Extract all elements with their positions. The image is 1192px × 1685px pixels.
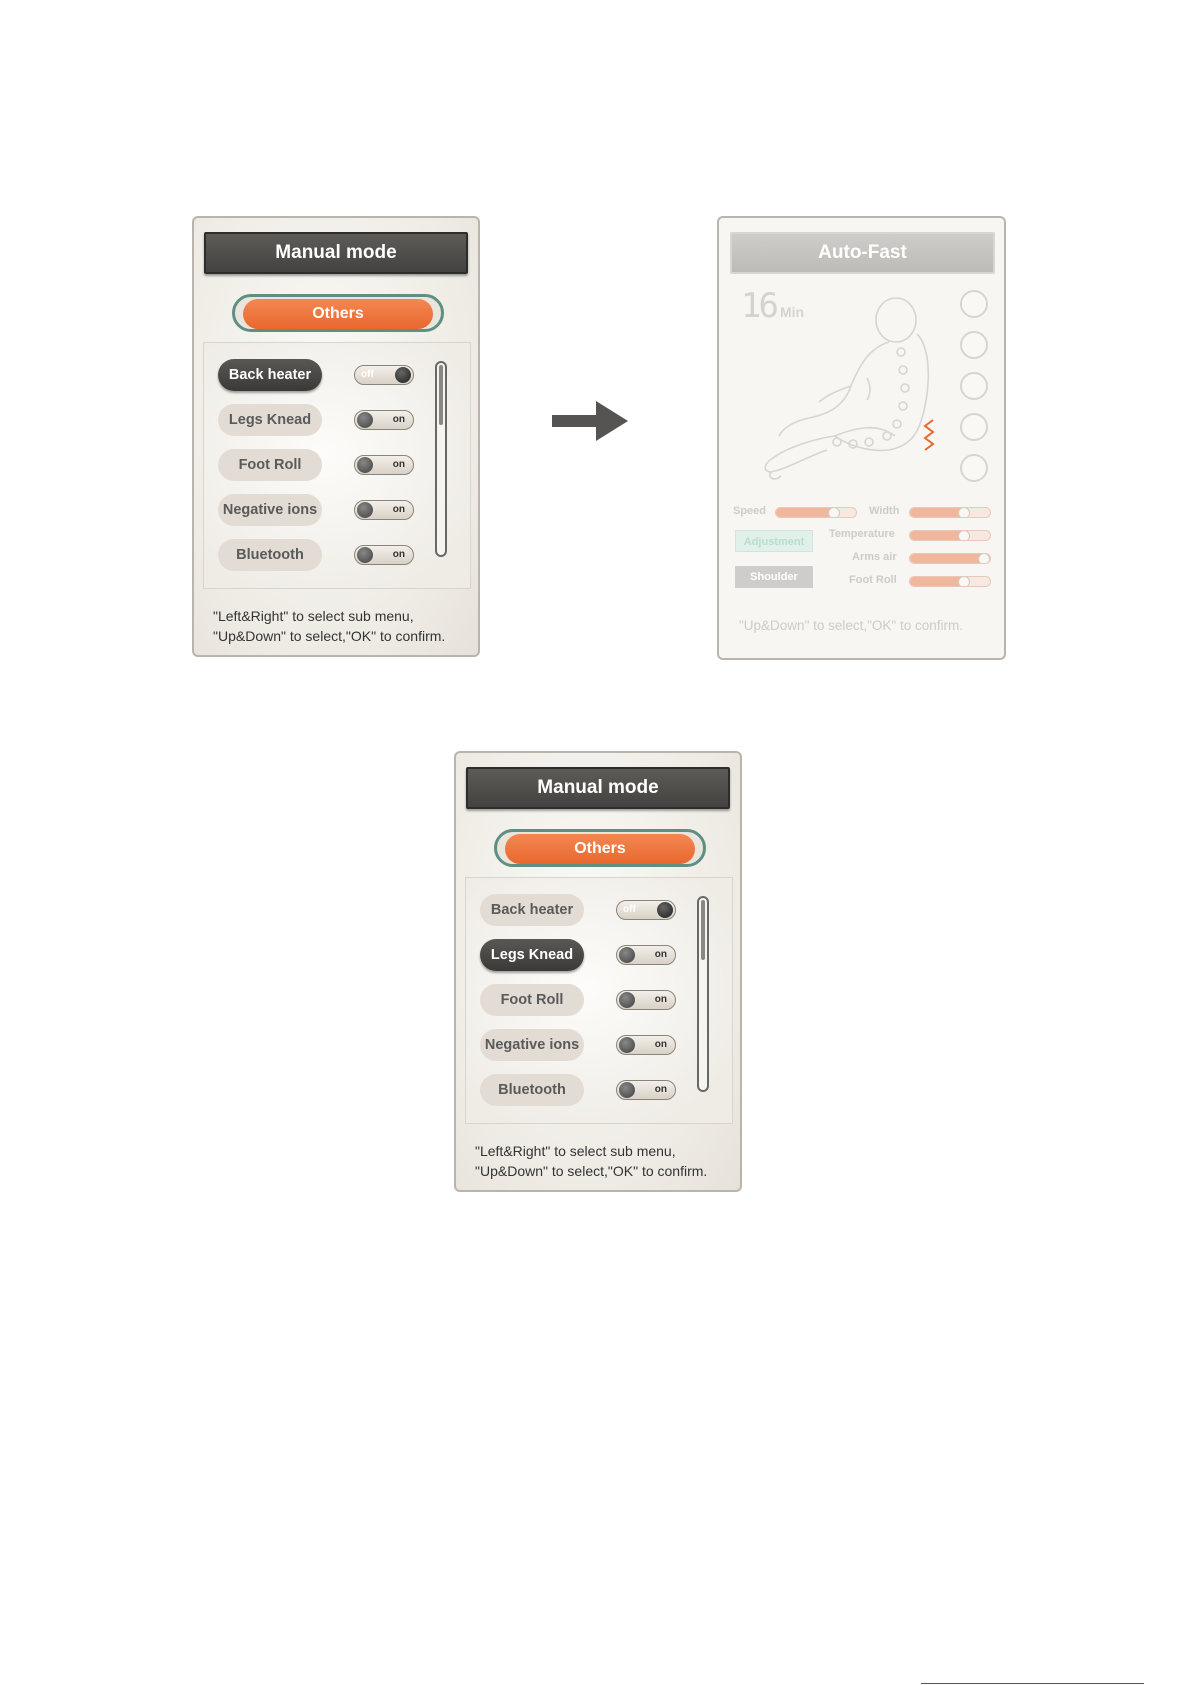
- scroll-thumb[interactable]: [701, 900, 705, 960]
- option-negative-ions[interactable]: Negative ions: [218, 494, 322, 526]
- toggle-state-label: off: [623, 904, 636, 915]
- toggle-state-label: on: [654, 949, 667, 960]
- back-heater-toggle[interactable]: [354, 365, 414, 385]
- scrollbar[interactable]: [435, 361, 447, 557]
- manual-mode-panel-top: [192, 216, 480, 657]
- auto-fast-panel: [717, 216, 1006, 660]
- legs-knead-toggle[interactable]: [616, 945, 676, 965]
- toggle-knob: [619, 992, 635, 1008]
- manual-mode-panel-bottom: [454, 751, 742, 1192]
- option-legs-knead[interactable]: Legs Knead: [218, 404, 322, 436]
- zone-circle[interactable]: [960, 331, 988, 359]
- zone-circle[interactable]: [960, 290, 988, 318]
- right-arrow-icon: [552, 401, 628, 441]
- bluetooth-toggle[interactable]: [354, 545, 414, 565]
- foot-roll-toggle[interactable]: [354, 455, 414, 475]
- temperature-slider[interactable]: [909, 530, 991, 541]
- submenu-tab-group: [494, 829, 706, 867]
- toggle-knob: [657, 902, 673, 918]
- panel-title: Manual mode: [466, 767, 730, 809]
- toggle-state-label: on: [392, 414, 405, 425]
- speed-label: Speed: [733, 505, 767, 517]
- back-heater-toggle[interactable]: [616, 900, 676, 920]
- options-list: [203, 342, 471, 589]
- temperature-label: Temperature: [829, 528, 895, 540]
- instruction-text: [475, 1141, 707, 1181]
- instruction-text: "Up&Down" to select,"OK" to confirm.: [739, 618, 963, 633]
- tab-others[interactable]: Others: [243, 299, 433, 329]
- hint-line-1: "Left&Right" to select sub menu,: [213, 608, 414, 624]
- toggle-state-label: on: [392, 459, 405, 470]
- arms-air-slider[interactable]: [909, 553, 991, 564]
- toggle-knob: [357, 412, 373, 428]
- adjustment-button[interactable]: Adjustment: [735, 530, 813, 552]
- toggle-knob: [357, 457, 373, 473]
- toggle-knob: [619, 1082, 635, 1098]
- toggle-state-label: on: [654, 1039, 667, 1050]
- timer-value: 16: [741, 286, 776, 326]
- shoulder-button[interactable]: Shoulder: [735, 566, 813, 588]
- seated-body-figure: [749, 286, 949, 486]
- negative-ions-toggle[interactable]: [354, 500, 414, 520]
- foot-roll-slider[interactable]: [909, 576, 991, 587]
- zone-circle[interactable]: [960, 372, 988, 400]
- option-bluetooth[interactable]: Bluetooth: [218, 539, 322, 571]
- heat-wave-icon: [919, 418, 939, 452]
- toggle-state-label: on: [392, 549, 405, 560]
- scrollbar[interactable]: [697, 896, 709, 1092]
- option-back-heater[interactable]: Back heater: [218, 359, 322, 391]
- foot-roll-label: Foot Roll: [849, 574, 897, 586]
- legs-knead-toggle[interactable]: [354, 410, 414, 430]
- toggle-state-label: on: [392, 504, 405, 515]
- toggle-knob: [357, 547, 373, 563]
- option-negative-ions[interactable]: Negative ions: [480, 1029, 584, 1061]
- submenu-tab-group: [232, 294, 444, 332]
- panel-title: Manual mode: [204, 232, 468, 274]
- toggle-state-label: on: [654, 994, 667, 1005]
- toggle-knob: [357, 502, 373, 518]
- tab-others[interactable]: Others: [505, 834, 695, 864]
- options-list: [465, 877, 733, 1124]
- instruction-text: [213, 606, 445, 646]
- foot-roll-toggle[interactable]: [616, 990, 676, 1010]
- zone-circle[interactable]: [960, 413, 988, 441]
- negative-ions-toggle[interactable]: [616, 1035, 676, 1055]
- option-foot-roll[interactable]: Foot Roll: [218, 449, 322, 481]
- speed-slider[interactable]: [775, 507, 857, 518]
- footer-rule: [921, 1683, 1144, 1684]
- arms-air-label: Arms air: [852, 551, 897, 563]
- scroll-thumb[interactable]: [439, 365, 443, 425]
- toggle-knob: [395, 367, 411, 383]
- hint-line-1: "Left&Right" to select sub menu,: [475, 1143, 676, 1159]
- toggle-state-label: off: [361, 369, 374, 380]
- toggle-knob: [619, 1037, 635, 1053]
- toggle-state-label: on: [654, 1084, 667, 1095]
- bluetooth-toggle[interactable]: [616, 1080, 676, 1100]
- zone-circle[interactable]: [960, 454, 988, 482]
- option-bluetooth[interactable]: Bluetooth: [480, 1074, 584, 1106]
- hint-line-2: "Up&Down" to select,"OK" to confirm.: [213, 628, 446, 644]
- hint-line-2: "Up&Down" to select,"OK" to confirm.: [475, 1163, 708, 1179]
- timer-unit: Min: [779, 304, 805, 320]
- width-label: Width: [869, 505, 900, 517]
- panel-title: Auto-Fast: [730, 232, 995, 274]
- width-slider[interactable]: [909, 507, 991, 518]
- option-legs-knead[interactable]: Legs Knead: [480, 939, 584, 971]
- option-foot-roll[interactable]: Foot Roll: [480, 984, 584, 1016]
- toggle-knob: [619, 947, 635, 963]
- option-back-heater[interactable]: Back heater: [480, 894, 584, 926]
